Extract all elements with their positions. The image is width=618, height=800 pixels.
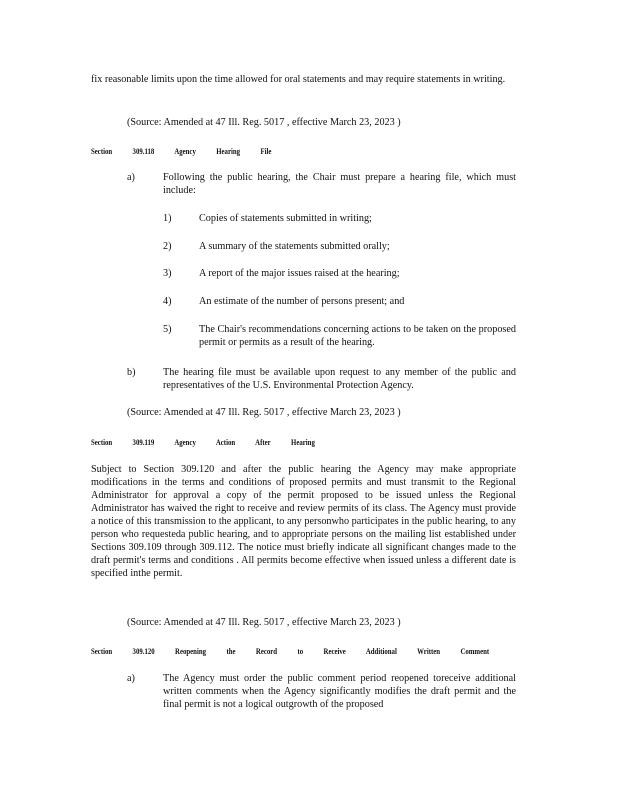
- section-119-paragraph: Subject to Section 309.120 and after the public hearing the Agency may make appropriate modifications in the terms and conditions of proposed permits and must transmit to the Regional Administrator for approval a copy of the permit proposed to be issued unless the Regional Administrator has waived the right to receive and review permits of its class. The Agency must provide a notice of this transmission to the applicant, to any personwho participates in the public hearing, to any person who requesteda public hearing, and to appropriate persons on the mailing list established under Sections 309.109 through 309.112. The notice must briefly indicate all significant changes made to the draft permit's terms and conditions . All permits become effective when issued unless a different date is specified inthe permit.: [91, 464, 516, 579]
- section-label: Section: [91, 438, 113, 447]
- subsection-label: a): [127, 172, 135, 183]
- subsection-text: Following the public hearing, the Chair must prepare a hearing file, which must include:: [163, 172, 516, 196]
- item-label: 2): [163, 241, 172, 252]
- section-number: 309.120: [132, 647, 155, 656]
- item-label: 1): [163, 213, 172, 224]
- source-note-2: (Source: Amended at 47 Ill. Reg. 5017 , effective March 23, 2023 ): [127, 407, 401, 418]
- source-note-1: (Source: Amended at 47 Ill. Reg. 5017 , effective March 23, 2023 ): [127, 117, 401, 128]
- item-label: 4): [163, 296, 172, 307]
- section-title-word: Agency: [174, 147, 196, 156]
- item-text: A report of the major issues raised at the hearing;: [199, 268, 400, 279]
- subsection-text: The hearing file must be available upon request to any member of the public and representatives of the U.S. Environmental Protection Agency.: [163, 367, 516, 391]
- section-title-word: Hearing: [291, 438, 315, 447]
- section-title-word: File: [260, 147, 272, 156]
- item-text: Copies of statements submitted in writing;: [199, 213, 372, 224]
- section-title-word: Hearing: [216, 147, 241, 156]
- section-title-word: Agency: [174, 438, 196, 447]
- item-label: 5): [163, 324, 172, 335]
- section-title-word: Comment: [460, 647, 490, 656]
- item-text: A summary of the statements submitted orally;: [199, 241, 390, 252]
- section-title-word: After: [255, 438, 271, 447]
- item-text: An estimate of the number of persons present; and: [199, 296, 405, 307]
- section-label: Section: [91, 147, 113, 156]
- item-label: 3): [163, 268, 172, 279]
- section-title-word: Reopening: [175, 647, 207, 656]
- section-title-word: Written: [417, 647, 441, 656]
- section-title-word: the: [226, 647, 236, 656]
- section-title-word: Record: [255, 647, 278, 656]
- section-title-word: to: [297, 647, 304, 656]
- item-text: The Chair's recommendations concerning actions to be taken on the proposed permit or permits as a result of the hearing.: [199, 324, 516, 348]
- section-heading-309-119: [91, 436, 334, 449]
- section-label: Section: [91, 647, 113, 656]
- subsection-label: b): [127, 367, 136, 378]
- section-number: 309.119: [132, 438, 155, 447]
- section-title-word: Receive: [323, 647, 346, 656]
- subsection-label: a): [127, 673, 135, 684]
- section-number: 309.118: [132, 147, 155, 156]
- section-title-word: Action: [215, 438, 236, 447]
- subsection-text: The Agency must order the public comment period reopened toreceive additional written comments when the Agency significantly modifies the draft permit and the final permit is not a logical outgrowth of the proposed: [163, 673, 516, 710]
- section-heading-309-118: [91, 145, 290, 158]
- intro-paragraph: fix reasonable limits upon the time allowed for oral statements and may require statements in writing.: [91, 74, 506, 85]
- section-heading-309-120: [91, 645, 508, 658]
- section-title-word: Additional: [365, 647, 397, 656]
- source-note-3: (Source: Amended at 47 Ill. Reg. 5017 , effective March 23, 2023 ): [127, 617, 401, 628]
